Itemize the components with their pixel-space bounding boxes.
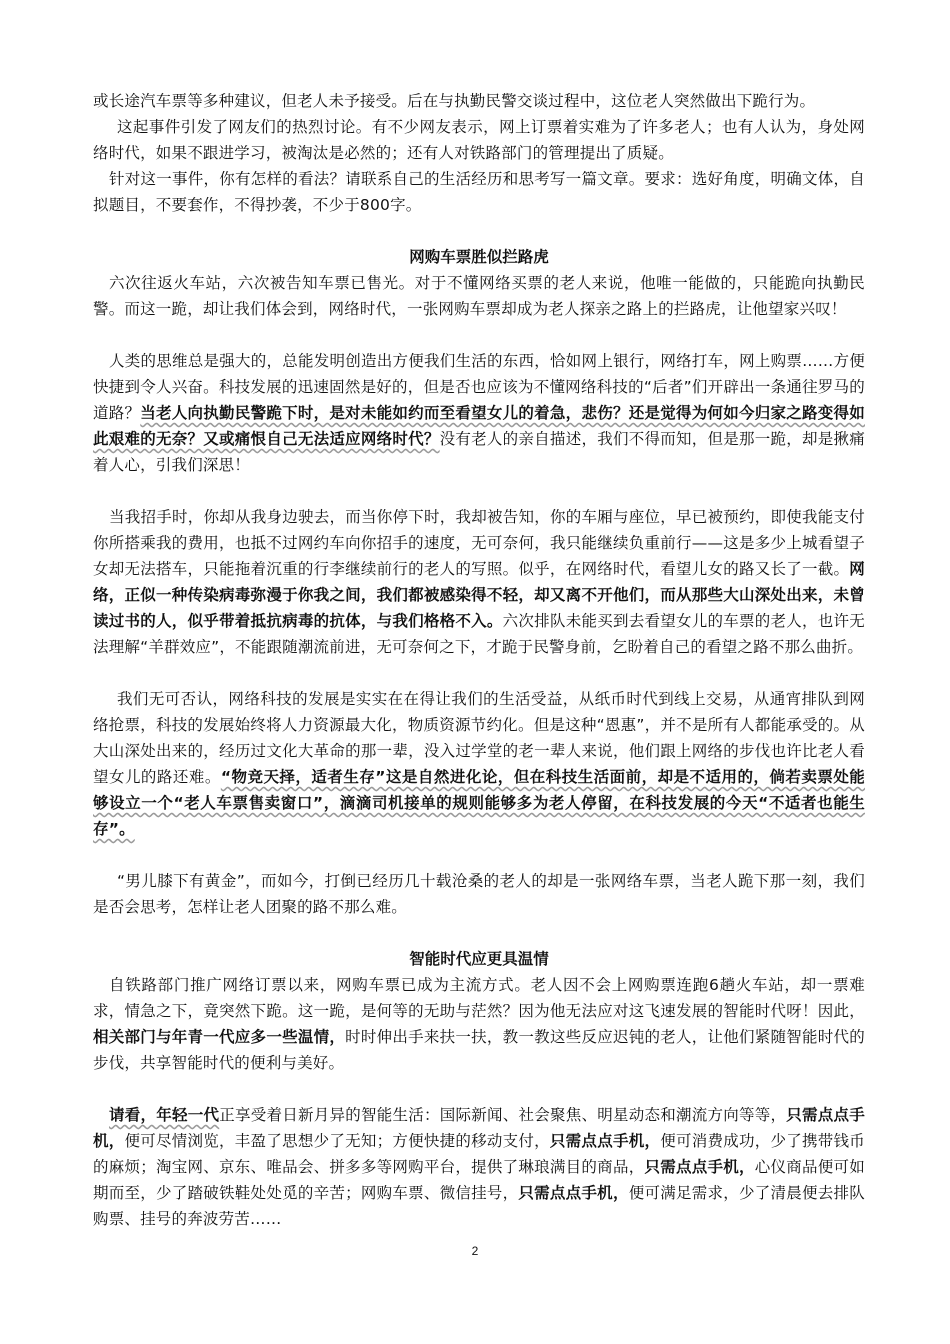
text-run: 时时伸出手来扶一扶，教一教这些反应迟钝的老人，让他们紧随智能时代的步伐，共享智能时代的便利与美好。 xyxy=(93,1028,866,1072)
bold-text-run: 请看，年轻一代 xyxy=(109,1106,220,1124)
intro-paragraph-1: 或长途汽车票等多种建议，但老人未予接受。后在与执勤民警交谈过程中，这位老人突然做出下跪行为。 xyxy=(93,92,816,110)
bold-text-run: 只需点点手机， xyxy=(549,1132,661,1150)
essay1-paragraph-5: “男儿膝下有黄金”，而如今，打倒已经历几十载沧桑的老人的却是一张网络车票，当老人跪下那一刻，我们是否会思考，怎样让老人团聚的路不那么难。 xyxy=(93,872,865,916)
text-run: 没有老人的亲自描述，我们不得而知，但是那一跪，却是揪痛着人心，引我们深思！ xyxy=(93,430,865,474)
text-run: 六次排队未能买到去看望女儿的车票的老人，也许无法理解“羊群效应”，不能跟随潮流前进，无可奈何之下，才跪于民警身前，乞盼着自己的看望之路不那么曲折。 xyxy=(93,612,866,656)
text-run: 便可尽情浏览，丰盈了思想少了无知；方便快捷的移动支付， xyxy=(124,1132,550,1150)
text-run: 当我招手时，你却从我身边驶去，而当你停下时，我却被告知，你的车厢与座位，早已被预约，即使我能支付你所搭乘我的费用，也抵不过网约车向你招手的速度，无可奈何，我只能继续负重前行——这是多少上城看望子女却无法搭车，只能拖着沉重的行李继续前行的老人的写照。似乎，在网络时代，看望儿女的路又长了一截。 xyxy=(93,508,865,578)
essay2-paragraph-1 xyxy=(93,972,865,1076)
essay1-paragraph-3 xyxy=(93,504,865,660)
essay1-paragraph-4 xyxy=(93,686,865,842)
text-run: 人类的思维总是强大的，总能发明创造出方便我们生活的东西，恰如网上银行，网络打车，网上购票……方便快捷到令人兴奋。科技发展的迅速固然是好的，但是否也应该为不懂网络科技的“后者”们开辟出一条通往罗马的道路？ xyxy=(93,352,865,422)
bold-text-run: 当老人向执勤民警跪下时，是对未能如约而至看望女儿的着急，悲伤？还是觉得为何如今归家之路变得如此艰难的无奈？又或痛恨自己无法适应网络时代？ xyxy=(93,404,865,448)
text-run: 便可满足需求，少了清晨便去排队购票、挂号的奔波劳苦…… xyxy=(93,1184,865,1228)
page-number: 2 xyxy=(471,1244,479,1258)
text-run: 我们无可否认，网络科技的发展是实实在在得让我们的生活受益，从纸币时代到线上交易，从通宵排队到网络抢票，科技的发展始终将人力资源最大化，物质资源节约化。但是这种“恩惠”，并不是所有人都能承受的。从大山深处出来的，经历过文化大革命的那一辈，没入过学堂的老一辈人来说，他们跟上网络的步伐也许比老人看望女儿的路还难。 xyxy=(93,690,865,786)
bold-text-run: “物竞天择，适者生存”这是自然进化论，但在科技生活面前，却是不适用的，倘若卖票处能够设立一个“老人车票售卖窗口”，滴滴司机接单的规则能够多为老人停留，在科技发展的今天“不适者也能生存”。 xyxy=(93,768,865,838)
bold-text-run: 只需点点手机， xyxy=(518,1184,629,1202)
text-run: 自铁路部门推广网络订票以来，网购车票已成为主流方式。老人因不会上网购票连跑6趟火车站，却一票难求，情急之下，竟突然下跪。这一跪，是何等的无助与茫然？因为他无法应对这飞速发展的智能时代呀！因此， xyxy=(93,976,865,1020)
bold-text-run: 只需点点手机， xyxy=(644,1158,755,1176)
bold-text-run: 只需点点手机， xyxy=(93,1106,865,1150)
essay1-paragraph-2 xyxy=(93,348,865,478)
bold-text-run: 相关部门与年青一代应多一些温情， xyxy=(93,1028,346,1046)
text-run: 正享受着日新月异的智能生活：国际新闻、社会聚焦、明星动态和潮流方向等等， xyxy=(219,1106,787,1124)
essay1-title: 网购车票胜似拦路虎 xyxy=(409,248,549,266)
intro-paragraph-3: 针对这一事件，你有怎样的看法？请联系自己的生活经历和思考写一篇文章。要求：选好角度，明确文体，自拟题目，不要套作，不得抄袭，不少于800字。 xyxy=(93,170,865,214)
bold-text-run: 网络，正似一种传染病毒弥漫于你我之间，我们都被感染得不轻，却又离不开他们，而从那些大山深处出来，未曾读过书的人，似乎带着抵抗病毒的抗体，与我们格格不入。 xyxy=(93,560,865,630)
essay2-title: 智能时代应更具温情 xyxy=(409,950,549,968)
essay1-paragraph-1: 六次往返火车站，六次被告知车票已售光。对于不懂网络买票的老人来说，他唯一能做的，只能跪向执勤民警。而这一跪，却让我们体会到，网络时代，一张网购车票却成为老人探亲之路上的拦路虎，让他望家兴叹！ xyxy=(93,274,865,318)
intro-paragraph-2: 这起事件引发了网友们的热烈讨论。有不少网友表示，网上订票着实难为了许多老人；也有人认为，身处网络时代，如果不跟进学习，被淘汰是必然的；还有人对铁路部门的管理提出了质疑。 xyxy=(93,118,865,162)
essay2-paragraph-2 xyxy=(93,1102,865,1232)
text-run: 便可消费成功，少了携带钱币的麻烦；淘宝网、京东、唯品会、拼多多等网购平台，提供了琳琅满目的商品， xyxy=(93,1132,865,1176)
text-run: 心仪商品便可如期而至，少了踏破铁鞋处处觅的辛苦；网购车票、微信挂号， xyxy=(93,1158,865,1202)
document-page xyxy=(93,88,865,1232)
